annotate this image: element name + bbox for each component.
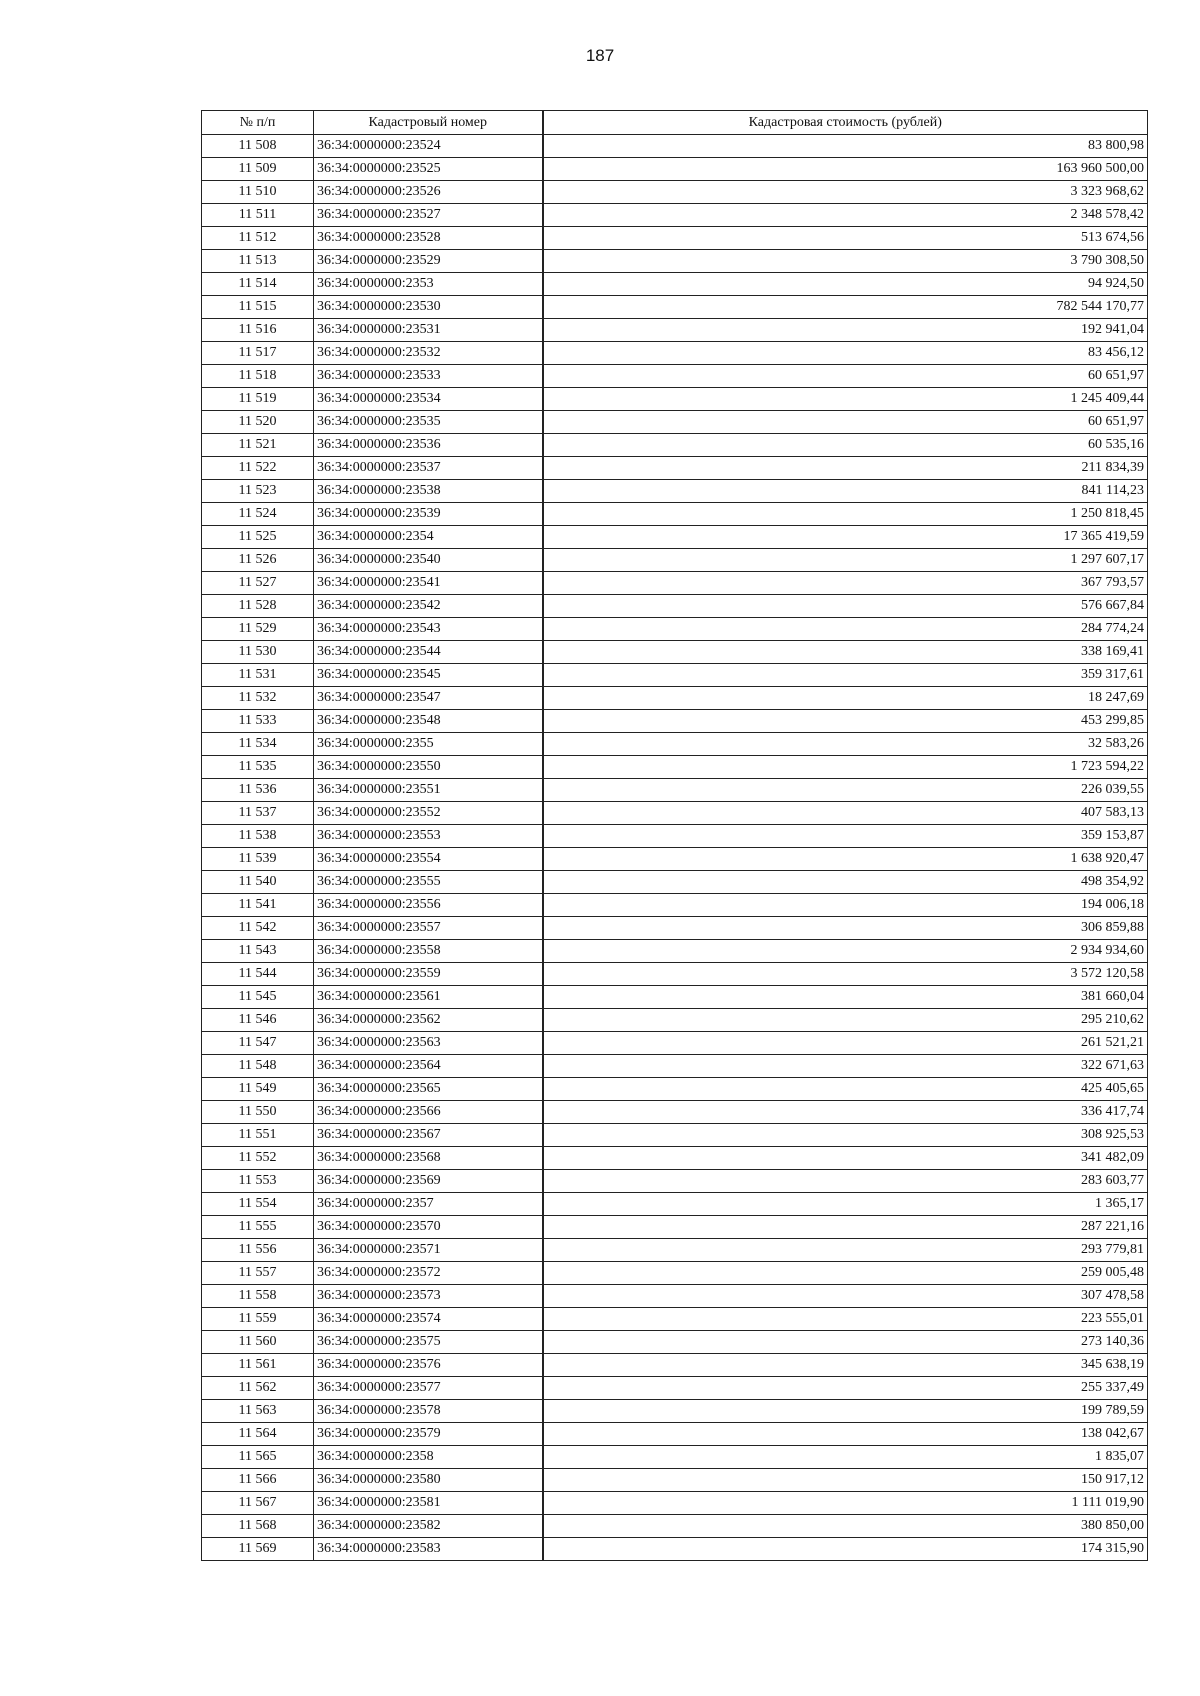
table-row xyxy=(202,503,1148,526)
table-row xyxy=(202,319,1148,342)
table-row xyxy=(202,1377,1148,1400)
cell-row-number: 11 512 xyxy=(202,227,314,250)
cell-row-number: 11 557 xyxy=(202,1262,314,1285)
cell-cadastral-number: 36:34:0000000:23562 xyxy=(314,1009,543,1032)
cell-cadastral-number: 36:34:0000000:23524 xyxy=(314,135,543,158)
table-row xyxy=(202,687,1148,710)
table-row xyxy=(202,227,1148,250)
cell-cadastral-value: 174 315,90 xyxy=(543,1538,1148,1561)
cell-cadastral-number: 36:34:0000000:23579 xyxy=(314,1423,543,1446)
cell-row-number: 11 566 xyxy=(202,1469,314,1492)
cell-row-number: 11 552 xyxy=(202,1147,314,1170)
cell-cadastral-number: 36:34:0000000:2354 xyxy=(314,526,543,549)
table-row xyxy=(202,733,1148,756)
cell-cadastral-number: 36:34:0000000:23525 xyxy=(314,158,543,181)
cell-cadastral-value: 359 153,87 xyxy=(543,825,1148,848)
table-row xyxy=(202,273,1148,296)
cell-cadastral-value: 338 169,41 xyxy=(543,641,1148,664)
cell-cadastral-number: 36:34:0000000:23574 xyxy=(314,1308,543,1331)
cell-cadastral-value: 381 660,04 xyxy=(543,986,1148,1009)
table-row xyxy=(202,1032,1148,1055)
cell-cadastral-value: 163 960 500,00 xyxy=(543,158,1148,181)
cell-cadastral-value: 293 779,81 xyxy=(543,1239,1148,1262)
cell-cadastral-number: 36:34:0000000:23544 xyxy=(314,641,543,664)
table-row xyxy=(202,940,1148,963)
cell-row-number: 11 555 xyxy=(202,1216,314,1239)
cell-cadastral-value: 1 250 818,45 xyxy=(543,503,1148,526)
cell-row-number: 11 523 xyxy=(202,480,314,503)
cell-cadastral-number: 36:34:0000000:2358 xyxy=(314,1446,543,1469)
cell-row-number: 11 526 xyxy=(202,549,314,572)
cell-cadastral-number: 36:34:0000000:23531 xyxy=(314,319,543,342)
table-row xyxy=(202,871,1148,894)
cell-cadastral-value: 425 405,65 xyxy=(543,1078,1148,1101)
cell-row-number: 11 556 xyxy=(202,1239,314,1262)
cell-cadastral-value: 1 835,07 xyxy=(543,1446,1148,1469)
cell-cadastral-value: 359 317,61 xyxy=(543,664,1148,687)
cell-row-number: 11 548 xyxy=(202,1055,314,1078)
table-row xyxy=(202,434,1148,457)
cell-cadastral-value: 284 774,24 xyxy=(543,618,1148,641)
cell-cadastral-value: 1 111 019,90 xyxy=(543,1492,1148,1515)
table-row xyxy=(202,549,1148,572)
cell-cadastral-number: 36:34:0000000:23566 xyxy=(314,1101,543,1124)
cell-row-number: 11 525 xyxy=(202,526,314,549)
cell-row-number: 11 547 xyxy=(202,1032,314,1055)
cell-row-number: 11 539 xyxy=(202,848,314,871)
cell-cadastral-number: 36:34:0000000:23547 xyxy=(314,687,543,710)
table-row xyxy=(202,296,1148,319)
cell-cadastral-value: 192 941,04 xyxy=(543,319,1148,342)
cell-cadastral-number: 36:34:0000000:23526 xyxy=(314,181,543,204)
cell-row-number: 11 565 xyxy=(202,1446,314,1469)
cell-cadastral-value: 2 348 578,42 xyxy=(543,204,1148,227)
table-row xyxy=(202,848,1148,871)
cell-cadastral-number: 36:34:0000000:23565 xyxy=(314,1078,543,1101)
cell-row-number: 11 516 xyxy=(202,319,314,342)
cell-cadastral-value: 3 790 308,50 xyxy=(543,250,1148,273)
cell-cadastral-number: 36:34:0000000:2353 xyxy=(314,273,543,296)
cell-cadastral-value: 513 674,56 xyxy=(543,227,1148,250)
cell-cadastral-number: 36:34:0000000:23561 xyxy=(314,986,543,1009)
cell-cadastral-number: 36:34:0000000:23545 xyxy=(314,664,543,687)
cell-row-number: 11 563 xyxy=(202,1400,314,1423)
table-row xyxy=(202,1446,1148,1469)
table-body xyxy=(202,135,1148,1561)
cell-row-number: 11 543 xyxy=(202,940,314,963)
cell-row-number: 11 518 xyxy=(202,365,314,388)
cell-cadastral-value: 576 667,84 xyxy=(543,595,1148,618)
table-row xyxy=(202,1354,1148,1377)
cell-cadastral-number: 36:34:0000000:23535 xyxy=(314,411,543,434)
table-row xyxy=(202,779,1148,802)
table-row xyxy=(202,1400,1148,1423)
cell-row-number: 11 527 xyxy=(202,572,314,595)
table-row xyxy=(202,756,1148,779)
cell-cadastral-number: 36:34:0000000:23533 xyxy=(314,365,543,388)
cell-cadastral-number: 36:34:0000000:23581 xyxy=(314,1492,543,1515)
cell-cadastral-value: 322 671,63 xyxy=(543,1055,1148,1078)
cell-cadastral-number: 36:34:0000000:23575 xyxy=(314,1331,543,1354)
cell-cadastral-value: 1 365,17 xyxy=(543,1193,1148,1216)
cell-cadastral-number: 36:34:0000000:23568 xyxy=(314,1147,543,1170)
cell-cadastral-value: 1 723 594,22 xyxy=(543,756,1148,779)
page-number: 187 xyxy=(585,46,615,65)
cell-row-number: 11 535 xyxy=(202,756,314,779)
cell-cadastral-value: 226 039,55 xyxy=(543,779,1148,802)
cell-cadastral-number: 36:34:0000000:23578 xyxy=(314,1400,543,1423)
table-row xyxy=(202,457,1148,480)
table-row xyxy=(202,1216,1148,1239)
cell-row-number: 11 513 xyxy=(202,250,314,273)
cell-row-number: 11 517 xyxy=(202,342,314,365)
cell-row-number: 11 542 xyxy=(202,917,314,940)
table-row xyxy=(202,204,1148,227)
cell-cadastral-value: 223 555,01 xyxy=(543,1308,1148,1331)
cell-row-number: 11 530 xyxy=(202,641,314,664)
table-row xyxy=(202,1239,1148,1262)
cell-row-number: 11 549 xyxy=(202,1078,314,1101)
cell-cadastral-value: 17 365 419,59 xyxy=(543,526,1148,549)
cell-cadastral-value: 83 456,12 xyxy=(543,342,1148,365)
table-row xyxy=(202,825,1148,848)
table-row xyxy=(202,1055,1148,1078)
cell-row-number: 11 553 xyxy=(202,1170,314,1193)
cell-cadastral-number: 36:34:0000000:23576 xyxy=(314,1354,543,1377)
cell-cadastral-value: 295 210,62 xyxy=(543,1009,1148,1032)
cell-cadastral-value: 341 482,09 xyxy=(543,1147,1148,1170)
cell-cadastral-number: 36:34:0000000:23567 xyxy=(314,1124,543,1147)
cell-row-number: 11 522 xyxy=(202,457,314,480)
cell-cadastral-number: 36:34:0000000:23532 xyxy=(314,342,543,365)
cell-cadastral-value: 199 789,59 xyxy=(543,1400,1148,1423)
cell-cadastral-value: 150 917,12 xyxy=(543,1469,1148,1492)
cell-cadastral-value: 60 651,97 xyxy=(543,365,1148,388)
cell-cadastral-value: 60 535,16 xyxy=(543,434,1148,457)
cell-cadastral-number: 36:34:0000000:23554 xyxy=(314,848,543,871)
cell-cadastral-value: 194 006,18 xyxy=(543,894,1148,917)
cell-cadastral-value: 380 850,00 xyxy=(543,1515,1148,1538)
cell-cadastral-number: 36:34:0000000:23537 xyxy=(314,457,543,480)
cell-cadastral-number: 36:34:0000000:23570 xyxy=(314,1216,543,1239)
cell-cadastral-number: 36:34:0000000:23569 xyxy=(314,1170,543,1193)
cell-cadastral-value: 138 042,67 xyxy=(543,1423,1148,1446)
table-row xyxy=(202,1331,1148,1354)
cell-row-number: 11 567 xyxy=(202,1492,314,1515)
table-row xyxy=(202,1538,1148,1561)
table-row xyxy=(202,365,1148,388)
cell-cadastral-number: 36:34:0000000:23527 xyxy=(314,204,543,227)
cell-cadastral-number: 36:34:0000000:23583 xyxy=(314,1538,543,1561)
cell-row-number: 11 519 xyxy=(202,388,314,411)
cell-row-number: 11 520 xyxy=(202,411,314,434)
cell-row-number: 11 531 xyxy=(202,664,314,687)
cell-cadastral-value: 32 583,26 xyxy=(543,733,1148,756)
cell-row-number: 11 562 xyxy=(202,1377,314,1400)
cell-cadastral-number: 36:34:0000000:23559 xyxy=(314,963,543,986)
table-row xyxy=(202,1285,1148,1308)
cell-cadastral-value: 498 354,92 xyxy=(543,871,1148,894)
cell-cadastral-number: 36:34:0000000:23563 xyxy=(314,1032,543,1055)
cell-row-number: 11 521 xyxy=(202,434,314,457)
column-header-cadastral-number: Кадастровый номер xyxy=(314,111,543,135)
column-header-number: № п/п xyxy=(202,111,314,135)
table-row xyxy=(202,710,1148,733)
cell-cadastral-value: 94 924,50 xyxy=(543,273,1148,296)
table-row xyxy=(202,963,1148,986)
table-row xyxy=(202,1423,1148,1446)
column-header-cadastral-value: Кадастровая стоимость (рублей) xyxy=(543,111,1148,135)
table-row xyxy=(202,526,1148,549)
cell-row-number: 11 569 xyxy=(202,1538,314,1561)
cell-cadastral-value: 259 005,48 xyxy=(543,1262,1148,1285)
cell-cadastral-value: 273 140,36 xyxy=(543,1331,1148,1354)
table-row xyxy=(202,1308,1148,1331)
table-row xyxy=(202,411,1148,434)
cell-cadastral-value: 3 572 120,58 xyxy=(543,963,1148,986)
table-row xyxy=(202,1147,1148,1170)
cell-row-number: 11 546 xyxy=(202,1009,314,1032)
cell-row-number: 11 536 xyxy=(202,779,314,802)
cell-cadastral-number: 36:34:0000000:23528 xyxy=(314,227,543,250)
cell-cadastral-value: 261 521,21 xyxy=(543,1032,1148,1055)
cell-row-number: 11 528 xyxy=(202,595,314,618)
cell-cadastral-value: 255 337,49 xyxy=(543,1377,1148,1400)
cell-row-number: 11 508 xyxy=(202,135,314,158)
cadastral-value-table xyxy=(201,110,1148,1561)
cell-cadastral-value: 2 934 934,60 xyxy=(543,940,1148,963)
cell-cadastral-number: 36:34:0000000:23530 xyxy=(314,296,543,319)
table-row xyxy=(202,1515,1148,1538)
cell-cadastral-number: 36:34:0000000:23534 xyxy=(314,388,543,411)
cell-row-number: 11 564 xyxy=(202,1423,314,1446)
cell-cadastral-number: 36:34:0000000:23556 xyxy=(314,894,543,917)
cell-cadastral-value: 307 478,58 xyxy=(543,1285,1148,1308)
table-row xyxy=(202,894,1148,917)
table-row xyxy=(202,572,1148,595)
cell-cadastral-number: 36:34:0000000:23573 xyxy=(314,1285,543,1308)
cell-row-number: 11 510 xyxy=(202,181,314,204)
cell-row-number: 11 538 xyxy=(202,825,314,848)
cell-cadastral-number: 36:34:0000000:23555 xyxy=(314,871,543,894)
cell-cadastral-number: 36:34:0000000:23557 xyxy=(314,917,543,940)
table-row xyxy=(202,1009,1148,1032)
cell-cadastral-number: 36:34:0000000:23538 xyxy=(314,480,543,503)
table-row xyxy=(202,1469,1148,1492)
table-row xyxy=(202,595,1148,618)
cell-row-number: 11 544 xyxy=(202,963,314,986)
cell-cadastral-number: 36:34:0000000:23540 xyxy=(314,549,543,572)
cell-cadastral-value: 60 651,97 xyxy=(543,411,1148,434)
cell-row-number: 11 540 xyxy=(202,871,314,894)
cell-cadastral-number: 36:34:0000000:23543 xyxy=(314,618,543,641)
cell-cadastral-value: 287 221,16 xyxy=(543,1216,1148,1239)
cell-cadastral-value: 407 583,13 xyxy=(543,802,1148,825)
cell-row-number: 11 554 xyxy=(202,1193,314,1216)
cell-cadastral-value: 1 245 409,44 xyxy=(543,388,1148,411)
cell-cadastral-value: 283 603,77 xyxy=(543,1170,1148,1193)
cell-row-number: 11 558 xyxy=(202,1285,314,1308)
table-row xyxy=(202,1193,1148,1216)
cell-cadastral-number: 36:34:0000000:23553 xyxy=(314,825,543,848)
table-row xyxy=(202,181,1148,204)
table-row xyxy=(202,388,1148,411)
cell-cadastral-number: 36:34:0000000:23541 xyxy=(314,572,543,595)
cell-row-number: 11 551 xyxy=(202,1124,314,1147)
cell-cadastral-number: 36:34:0000000:23564 xyxy=(314,1055,543,1078)
cell-cadastral-number: 36:34:0000000:23536 xyxy=(314,434,543,457)
table-row xyxy=(202,618,1148,641)
cell-row-number: 11 529 xyxy=(202,618,314,641)
cell-row-number: 11 515 xyxy=(202,296,314,319)
cell-cadastral-number: 36:34:0000000:23542 xyxy=(314,595,543,618)
table-row xyxy=(202,480,1148,503)
cell-cadastral-number: 36:34:0000000:23529 xyxy=(314,250,543,273)
table-row xyxy=(202,1101,1148,1124)
cell-cadastral-value: 453 299,85 xyxy=(543,710,1148,733)
cell-cadastral-value: 1 638 920,47 xyxy=(543,848,1148,871)
table-header-row xyxy=(202,111,1148,135)
cell-cadastral-number: 36:34:0000000:23577 xyxy=(314,1377,543,1400)
cell-row-number: 11 541 xyxy=(202,894,314,917)
table-row xyxy=(202,158,1148,181)
cell-row-number: 11 561 xyxy=(202,1354,314,1377)
cell-cadastral-number: 36:34:0000000:2357 xyxy=(314,1193,543,1216)
table-row xyxy=(202,1170,1148,1193)
cell-cadastral-number: 36:34:0000000:23552 xyxy=(314,802,543,825)
cell-row-number: 11 560 xyxy=(202,1331,314,1354)
cell-row-number: 11 545 xyxy=(202,986,314,1009)
cell-cadastral-number: 36:34:0000000:2355 xyxy=(314,733,543,756)
table-row xyxy=(202,250,1148,273)
cell-cadastral-number: 36:34:0000000:23580 xyxy=(314,1469,543,1492)
cell-row-number: 11 559 xyxy=(202,1308,314,1331)
table-row xyxy=(202,342,1148,365)
table-row xyxy=(202,1078,1148,1101)
cell-cadastral-number: 36:34:0000000:23582 xyxy=(314,1515,543,1538)
table-row xyxy=(202,917,1148,940)
table-row xyxy=(202,1124,1148,1147)
table-row xyxy=(202,641,1148,664)
cell-cadastral-number: 36:34:0000000:23558 xyxy=(314,940,543,963)
table-row xyxy=(202,135,1148,158)
cell-row-number: 11 534 xyxy=(202,733,314,756)
cell-cadastral-value: 336 417,74 xyxy=(543,1101,1148,1124)
cell-cadastral-value: 367 793,57 xyxy=(543,572,1148,595)
cell-row-number: 11 511 xyxy=(202,204,314,227)
cell-cadastral-number: 36:34:0000000:23550 xyxy=(314,756,543,779)
cell-cadastral-value: 345 638,19 xyxy=(543,1354,1148,1377)
cell-cadastral-number: 36:34:0000000:23539 xyxy=(314,503,543,526)
cell-cadastral-value: 1 297 607,17 xyxy=(543,549,1148,572)
cell-row-number: 11 568 xyxy=(202,1515,314,1538)
cell-cadastral-number: 36:34:0000000:23571 xyxy=(314,1239,543,1262)
table-row xyxy=(202,1262,1148,1285)
cell-cadastral-value: 306 859,88 xyxy=(543,917,1148,940)
table-row xyxy=(202,664,1148,687)
cell-cadastral-number: 36:34:0000000:23572 xyxy=(314,1262,543,1285)
cell-row-number: 11 514 xyxy=(202,273,314,296)
cell-row-number: 11 532 xyxy=(202,687,314,710)
cell-row-number: 11 550 xyxy=(202,1101,314,1124)
table-row xyxy=(202,986,1148,1009)
cell-cadastral-value: 211 834,39 xyxy=(543,457,1148,480)
cell-cadastral-value: 83 800,98 xyxy=(543,135,1148,158)
cell-cadastral-value: 841 114,23 xyxy=(543,480,1148,503)
cell-row-number: 11 537 xyxy=(202,802,314,825)
cell-cadastral-number: 36:34:0000000:23548 xyxy=(314,710,543,733)
cell-cadastral-value: 3 323 968,62 xyxy=(543,181,1148,204)
cell-row-number: 11 509 xyxy=(202,158,314,181)
table-row xyxy=(202,802,1148,825)
cell-cadastral-value: 18 247,69 xyxy=(543,687,1148,710)
cell-cadastral-value: 782 544 170,77 xyxy=(543,296,1148,319)
cell-cadastral-value: 308 925,53 xyxy=(543,1124,1148,1147)
table-row xyxy=(202,1492,1148,1515)
cell-row-number: 11 533 xyxy=(202,710,314,733)
cell-cadastral-number: 36:34:0000000:23551 xyxy=(314,779,543,802)
cell-row-number: 11 524 xyxy=(202,503,314,526)
